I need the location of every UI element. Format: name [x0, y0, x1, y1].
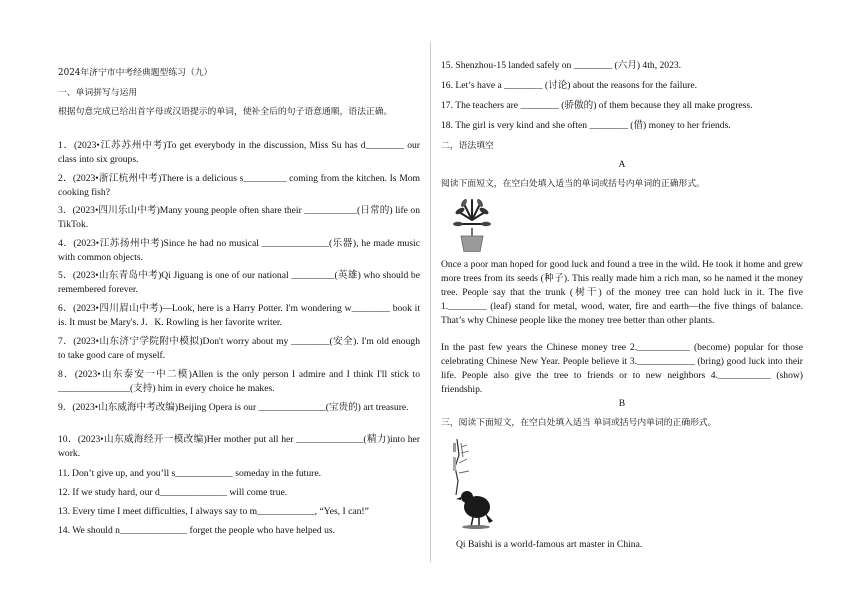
question-13: 13. Every time I meet difficulties, I always say to m____________, “Yes, I can!”: [58, 506, 369, 517]
column-divider: [430, 42, 431, 562]
question-17: 17. The teachers are ________ (骄傲的) of them because they all make progress.: [441, 100, 753, 111]
question-12: 12. If we study hard, our d______________ will come true.: [58, 487, 288, 498]
ink-painting-image: [449, 437, 495, 531]
section-heading-1: 一、单词拼写与运用: [58, 88, 138, 98]
question-9: 9．(2023•山东威海中考改编)Beijing Opera is our ______________(宝贵的) art treasure.: [58, 402, 409, 413]
passage-a-paragraph-2: In the past few years the Chinese money tree 2.___________ (become) popular for those celebrating Chinese New Year. People believe it 3.____________ (bring) good luck into their life. People also give the tree to friends or to new neighbors 4.___________ (show) friendship.: [441, 342, 803, 395]
passage-a-paragraph-1: Once a poor man hoped for good luck and found a tree in the wild. He took it home and grew more trees from its seeds (种子). This really made him a rich man, so he named it the money tree. People say that the trunk (树干) of the money tree can hold luck in it. The five 1.________ (leaf) stand for metal, wood, water, fire and earth—the five things of balance. That’s why Chinese people like the money tree better than other plants.: [441, 259, 803, 326]
part-b-label: B: [618, 398, 626, 409]
question-4: 4．(2023•江苏扬州中考)Since he had no musical ______________(乐器), he made music with common objects.: [58, 238, 420, 263]
question-18: 18. The girl is very kind and she often ________ (借) money to her friends.: [441, 120, 731, 131]
instruction-1: 根据句意完成已给出首字母或汉语提示的单词，使补全后的句子语意通顺，语法正确。: [58, 107, 393, 117]
section-heading-2: 二，语法填空: [441, 141, 494, 151]
question-8: 8．(2023•山东泰安一中二模)Allen is the only person I admire and I think I'll stick to _______________(支持) him in every choice he makes.: [58, 369, 420, 394]
question-3: 3．(2023•四川乐山中考)Many young people often share their ___________(日常的) life on TikTok.: [58, 205, 420, 230]
passage-b-closing-line: Qi Baishi is a world-famous art master in China.: [456, 539, 643, 550]
section-heading-3: 三，阅读下面短文，在空白处填入适当 单词或括号内单词的正确形式。: [441, 418, 717, 428]
instruction-a: 阅读下面短文，在空白处填入适当的单词或括号内单词的正确形式。: [441, 179, 705, 189]
question-2: 2．(2023•浙江杭州中考)There is a delicious s_________ coming from the kitchen. Is Mom cooking fish?: [58, 173, 420, 198]
question-15: 15. Shenzhou-15 landed safely on ________ (六月) 4th, 2023.: [441, 60, 682, 71]
question-1: 1．(2023•江苏苏州中考)To get everybody in the discussion, Miss Su has d________ our class into six groups.: [58, 140, 420, 165]
part-a-label: A: [618, 159, 626, 170]
question-11: 11. Don’t give up, and you’ll s____________ someday in the future.: [58, 468, 321, 479]
question-16: 16. Let’s have a ________ (讨论) about the reasons for the failure.: [441, 80, 698, 91]
question-6: 6．(2023•四川眉山中考)—Look, here is a Harry Potter. I'm wondering w________ book it is. It must be Mary's. J．K. Rowling is her favorite writer.: [58, 303, 420, 328]
question-7: 7．(2023•山东济宁学院附中模拟)Don't worry about my ________(安全). I'm old enough to take good care of myself.: [58, 336, 420, 361]
document-title: 2024年济宁市中考经典题型练习（九）: [58, 68, 213, 78]
question-10: 10．(2023•山东威海经开一模改编)Her mother put all her ______________(精力)into her work.: [58, 434, 420, 459]
question-5: 5．(2023•山东青岛中考)Qi Jiguang is one of our national _________(英雄) who should be remembered forever.: [58, 270, 420, 295]
money-tree-image: [453, 198, 491, 252]
question-14: 14. We should n______________ forget the people who have helped us.: [58, 525, 336, 536]
